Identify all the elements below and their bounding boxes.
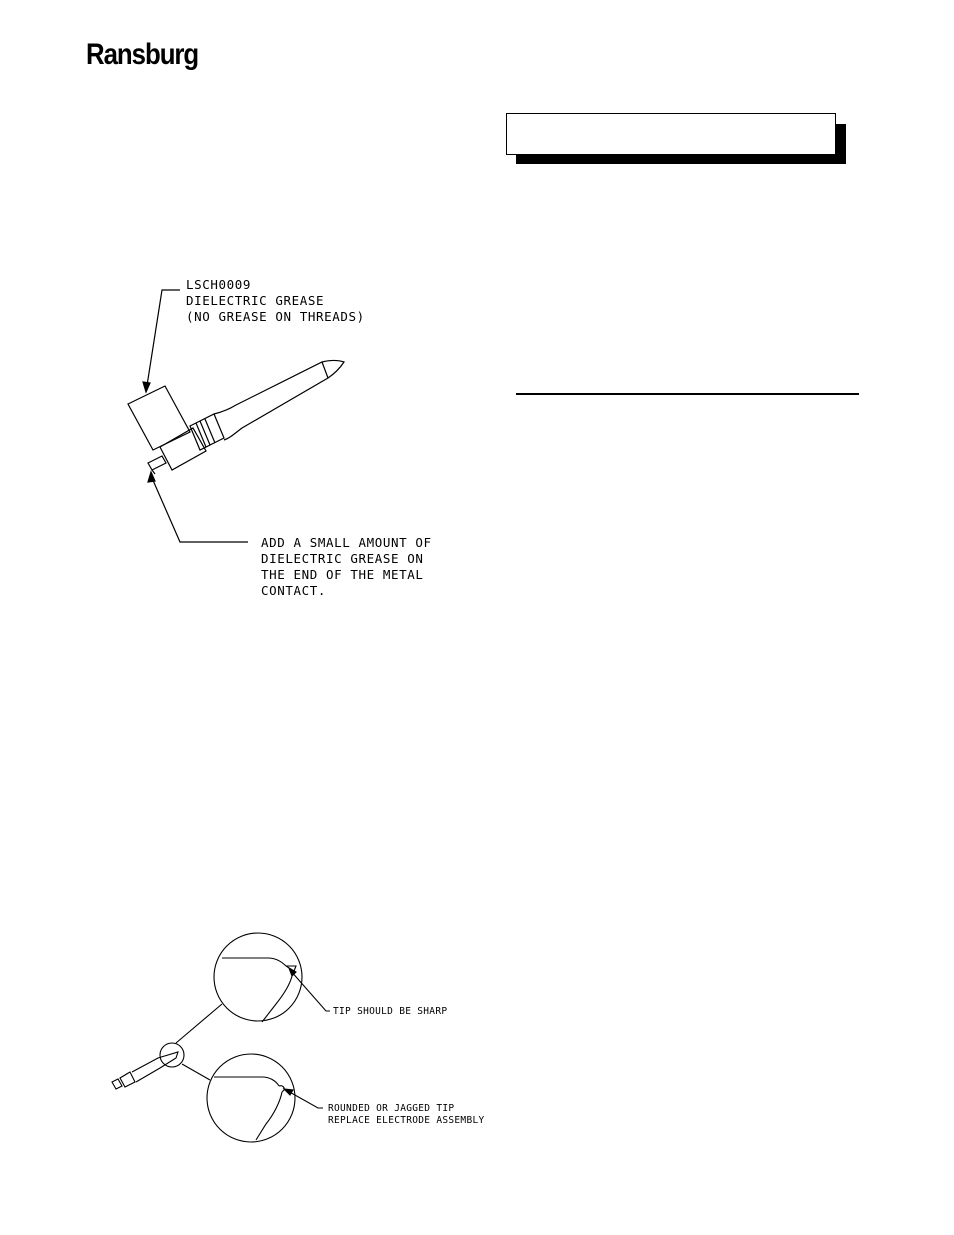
callout-grease-line1: LSCH0009: [186, 277, 252, 292]
callout-tip-rounded-line2: REPLACE ELECTRODE ASSEMBLY: [328, 1115, 485, 1126]
callout-tip-sharp: TIP SHOULD BE SHARP: [333, 1006, 448, 1017]
callout-tip-rounded-line1: ROUNDED OR JAGGED TIP: [328, 1103, 455, 1114]
brand-logo: Ransburg: [86, 38, 199, 71]
callout-contact-line4: CONTACT.: [261, 583, 327, 598]
callout-contact-line2: DIELECTRIC GREASE ON: [261, 551, 424, 566]
callout-contact-line1: ADD A SMALL AMOUNT OF: [261, 535, 432, 550]
callout-grease-line3: (NO GREASE ON THREADS): [186, 309, 365, 324]
callout-grease-line2: DIELECTRIC GREASE: [186, 293, 325, 308]
callout-contact-line3: THE END OF THE METAL: [261, 567, 424, 582]
